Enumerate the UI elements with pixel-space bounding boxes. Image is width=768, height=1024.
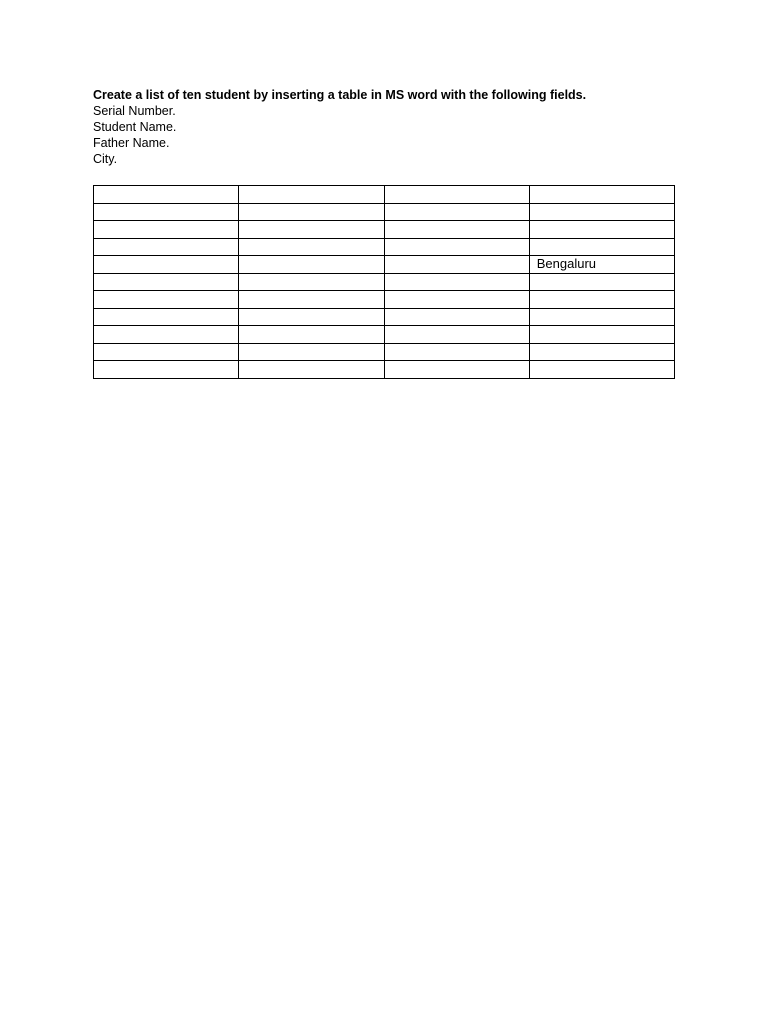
field-item-student-name: Student Name. [93,120,177,134]
table-cell[interactable] [239,186,384,204]
table-cell[interactable] [529,326,674,344]
table-cell[interactable] [94,256,239,274]
table-cell[interactable] [239,221,384,239]
table-cell[interactable] [239,238,384,256]
table-cell[interactable]: Bengaluru [529,256,674,274]
table-row [94,291,675,309]
table-cell[interactable] [239,326,384,344]
table-cell[interactable] [529,186,674,204]
table-cell[interactable] [239,308,384,326]
table-cell[interactable] [384,361,529,379]
table-cell[interactable] [384,238,529,256]
table-cell[interactable] [529,308,674,326]
table-cell[interactable] [384,186,529,204]
table-cell[interactable] [384,273,529,291]
table-cell[interactable] [94,203,239,221]
table-row [94,273,675,291]
table-cell[interactable] [94,238,239,256]
table-row [94,203,675,221]
table-cell[interactable] [529,203,674,221]
table-cell[interactable] [384,221,529,239]
table-row [94,308,675,326]
table-cell[interactable] [94,343,239,361]
instructions-block [93,87,693,167]
table-cell[interactable] [239,203,384,221]
table-cell[interactable] [239,361,384,379]
table-row [94,238,675,256]
table-cell[interactable] [529,343,674,361]
table-cell[interactable] [94,326,239,344]
table-cell[interactable] [94,273,239,291]
table-row [94,343,675,361]
table-row [94,221,675,239]
table-cell[interactable] [239,343,384,361]
table-cell[interactable] [529,238,674,256]
table-cell[interactable] [384,256,529,274]
table-cell[interactable] [529,273,674,291]
field-item-city: City. [93,152,118,166]
table-cell[interactable] [239,256,384,274]
table-row [94,361,675,379]
table-cell[interactable] [94,308,239,326]
table-cell[interactable] [239,291,384,309]
table-cell[interactable] [384,326,529,344]
field-item-serial-number: Serial Number. [93,104,176,118]
table-cell[interactable] [384,291,529,309]
table-row [94,186,675,204]
table-cell[interactable] [529,361,674,379]
table-row [94,256,675,274]
table-cell[interactable] [529,221,674,239]
table-row [94,326,675,344]
student-table-body [94,186,675,379]
instructions-heading: Create a list of ten student by inserting a table in MS word with the following fields. [93,88,587,102]
table-cell[interactable] [384,343,529,361]
field-item-father-name: Father Name. [93,136,170,150]
student-table [93,185,675,379]
table-cell[interactable] [384,203,529,221]
table-cell[interactable] [94,291,239,309]
table-cell[interactable] [94,361,239,379]
table-cell[interactable] [239,273,384,291]
table-cell[interactable] [94,186,239,204]
table-cell[interactable] [384,308,529,326]
table-cell[interactable] [529,291,674,309]
table-cell[interactable] [94,221,239,239]
